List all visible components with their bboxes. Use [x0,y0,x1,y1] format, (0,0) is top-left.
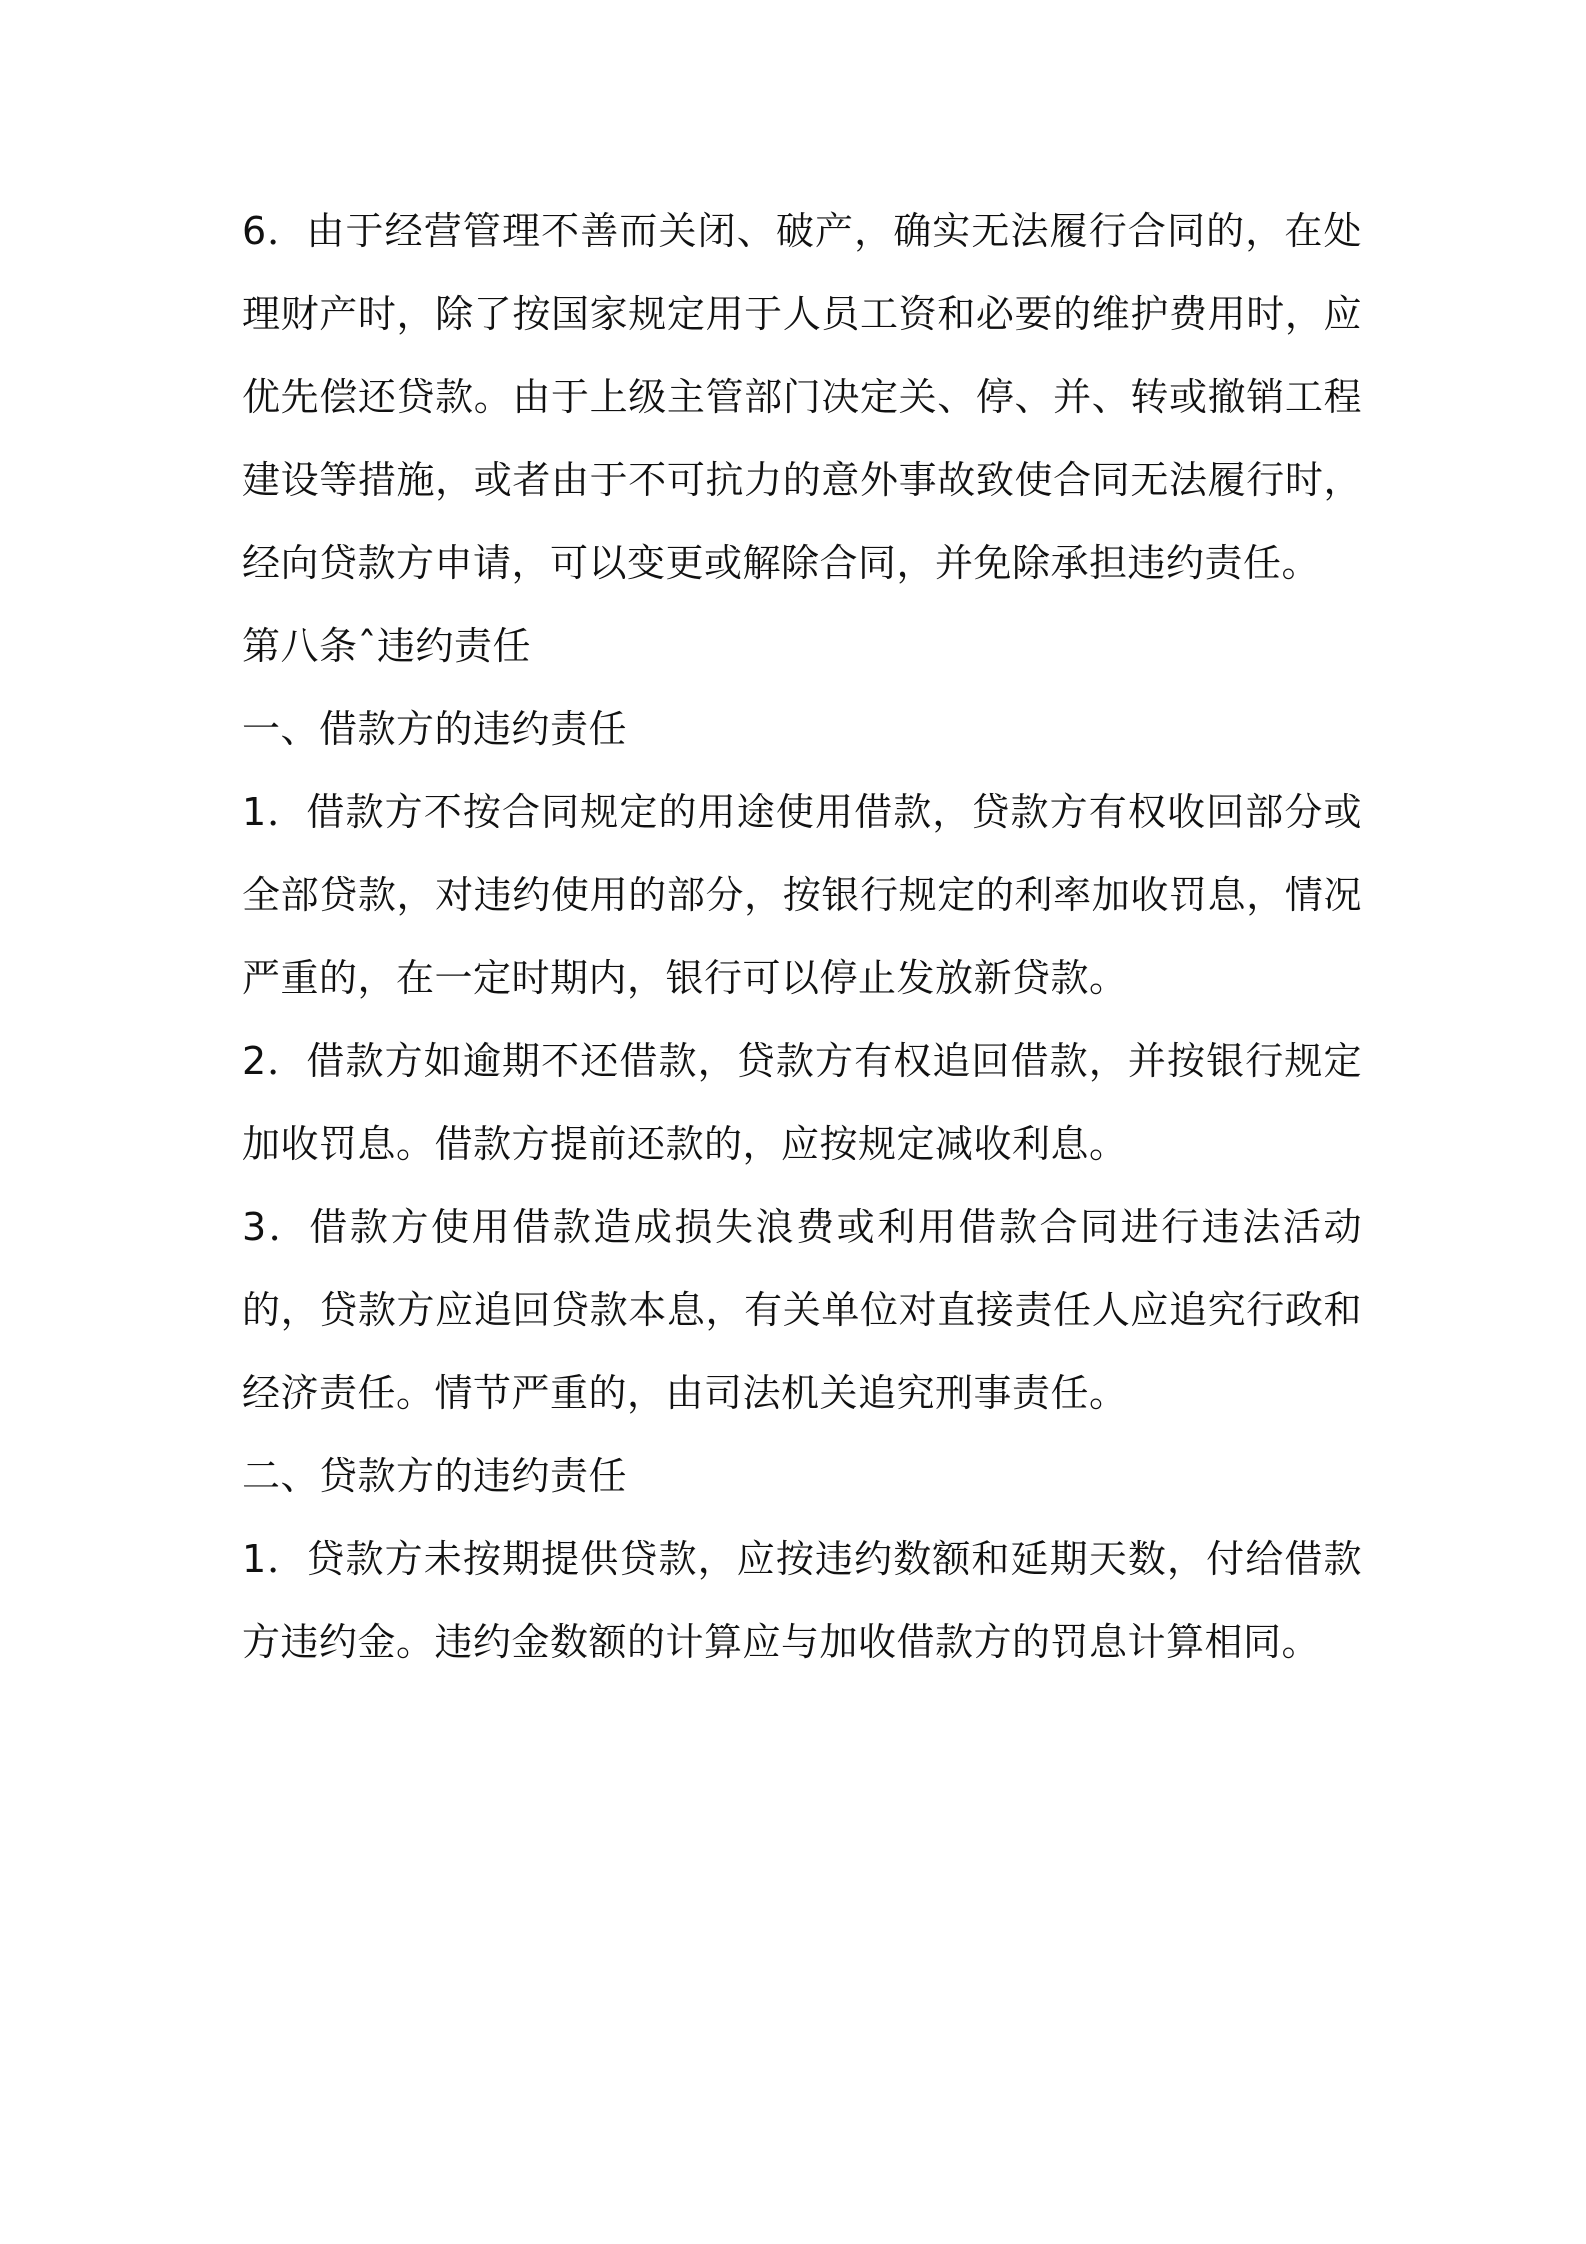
paragraph-borrower-item-3: 3．借款方使用借款造成损失浪费或利用借款合同进行违法活动的，贷款方应追回贷款本息，有关单位对直接责任人应追究行政和经济责任。情节严重的，由司法机关追究刑事责任。 [242,1205,1362,1415]
paragraph-borrower-item-2: 2．借款方如逾期不还借款，贷款方有权追回借款，并按银行规定加收罚息。借款方提前还款的，应按规定减收利息。 [242,1039,1362,1166]
section-borrower-liability-heading: 一、借款方的违约责任 [242,707,628,751]
paragraph-lender-item-1: 1．贷款方未按期提供贷款，应按违约数额和延期天数，付给借款方违约金。违约金数额的计算应与加收借款方的罚息计算相同。 [242,1537,1362,1664]
section-lender-liability-heading: 二、贷款方的违约责任 [242,1454,628,1498]
paragraph-clause-6: 6．由于经营管理不善而关闭、破产，确实无法履行合同的，在处理财产时，除了按国家规定用于人员工资和必要的维护费用时，应优先偿还贷款。由于上级主管部门决定关、停、并、转或撤销工程建设等措施，或者由于不可抗力的意外事故致使合同无法履行时，经向贷款方申请，可以变更或解除合同，并免除承担违约责任。 [242,209,1362,585]
article-8-heading: 第八条ˆ违约责任 [242,624,532,668]
paragraph-borrower-item-1: 1．借款方不按合同规定的用途使用借款，贷款方有权收回部分或全部贷款，对违约使用的部分，按银行规定的利率加收罚息，情况严重的，在一定时期内，银行可以停止发放新贷款。 [242,790,1362,1000]
document-body [242,190,1362,1684]
